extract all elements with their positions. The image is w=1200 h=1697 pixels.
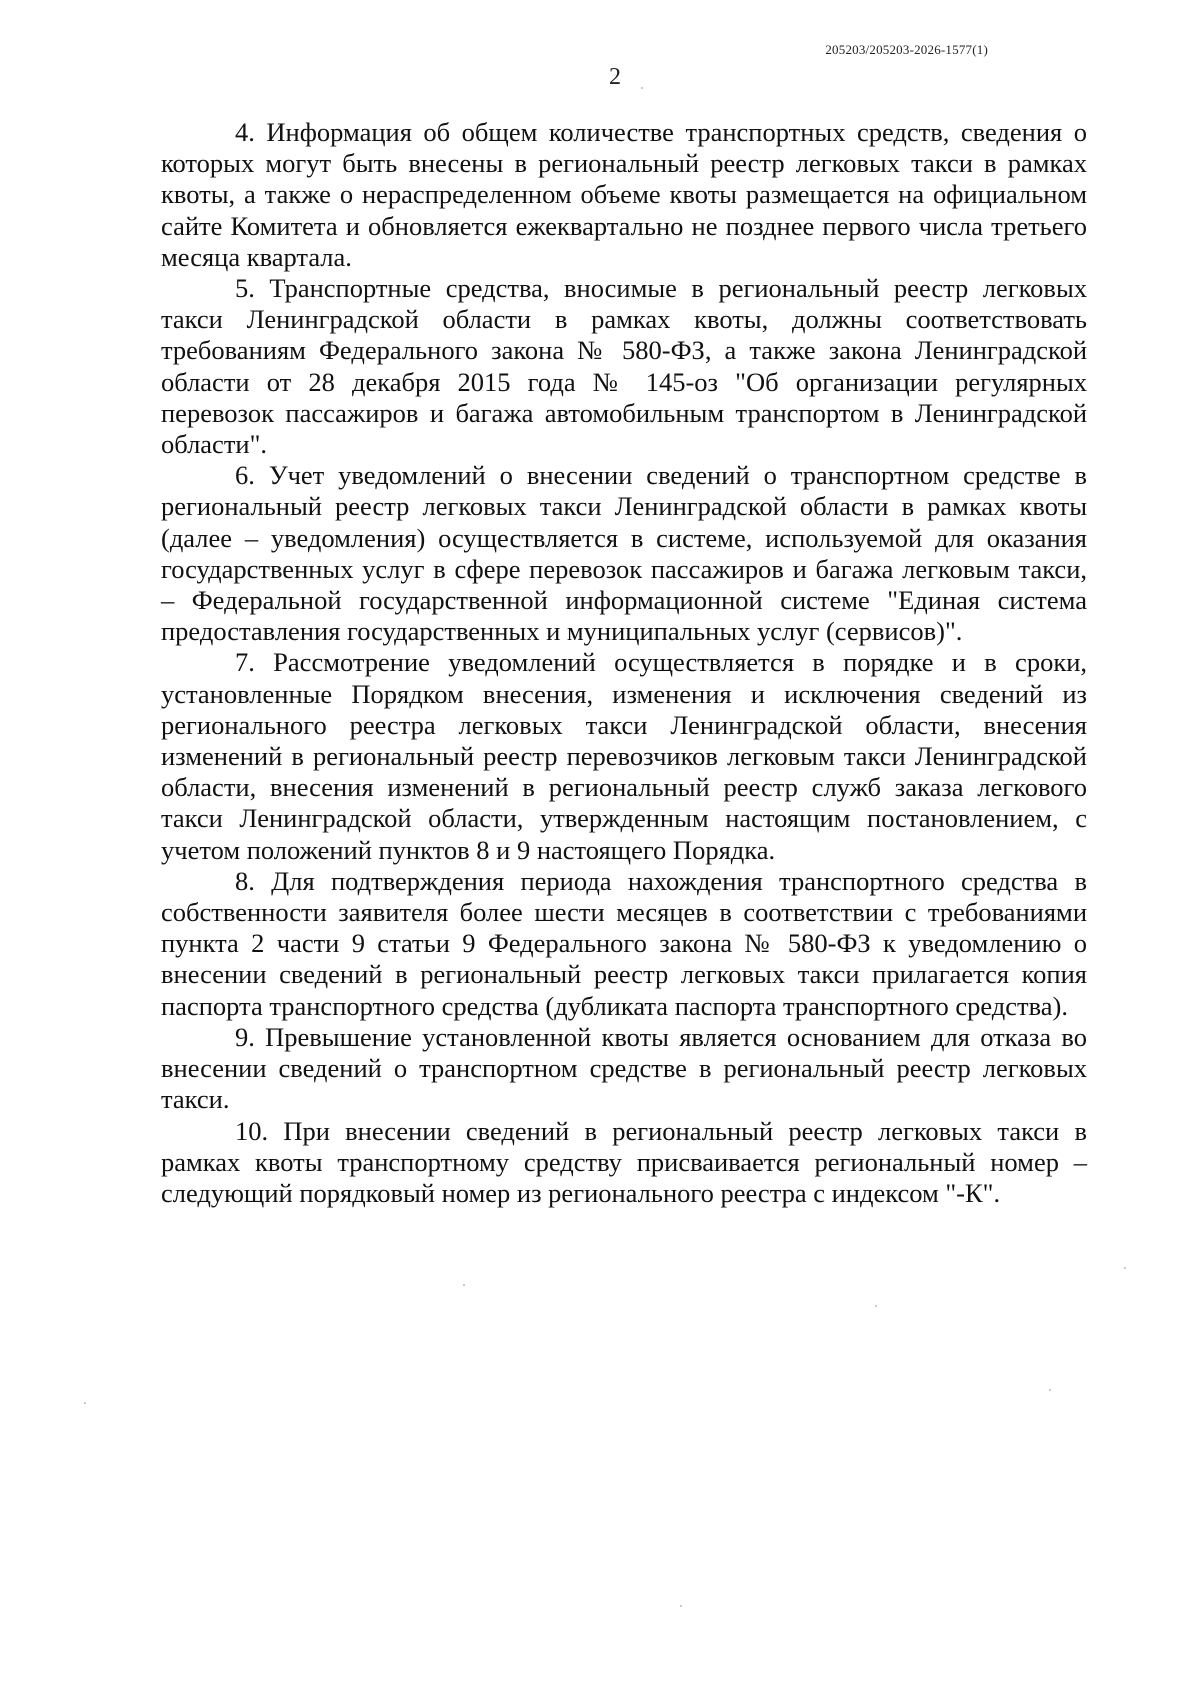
- scan-speck: [641, 87, 643, 89]
- paragraph-5: 5. Транспортные средства, вносимые в региональный реестр легковых такси Ленинградской области в рамках квоты, должны соответствовать требованиям Федерального закона № 580-ФЗ, а также закона Ленинградской области от 28 декабря 2015 года № 145-оз "Об организации регулярных перевозок пассажиров и багажа автомобильным транспортом в Ленинградской области".: [161, 273, 1087, 460]
- document-body: [161, 117, 1087, 1209]
- scan-speck: [84, 1402, 86, 1404]
- paragraph-8: 8. Для подтверждения периода нахождения транспортного средства в собственности заявителя более шести месяцев в соответствии с требованиями пункта 2 части 9 статьи 9 Федерального закона № 580-ФЗ к уведомлению о внесении сведений в региональный реестр легковых такси прилагается копия паспорта транспортного средства (дубликата паспорта транспортного средства).: [161, 865, 1087, 1021]
- document-reference-number: 205203/205203-2026-1577(1): [825, 42, 988, 57]
- paragraph-4: 4. Информация об общем количестве транспортных средств, сведения о которых могут быть внесены в региональный реестр легковых такси в рамках квоты, а также о нераспределенном объеме квоты размещается на официальном сайте Комитета и обновляется ежеквартально не позднее первого числа третьего месяца квартала.: [161, 117, 1087, 272]
- scan-speck: [1124, 1267, 1126, 1269]
- paragraph-10: 10. При внесении сведений в региональный реестр легковых такси в рамках квоты транспортному средству присваивается региональный номер – следующий порядковый номер из регионального реестра с индексом "-К".: [161, 1115, 1087, 1208]
- paragraph-7: 7. Рассмотрение уведомлений осуществляется в порядке и в сроки, установленные Порядком внесения, изменения и исключения сведений из регионального реестра легковых такси Ленинградской области, внесения изменений в региональный реестр перевозчиков легковым такси Ленинградской области, внесения изменений в региональный реестр служб заказа легкового такси Ленинградской области, утвержденным настоящим постановлением, с учетом положений пунктов 8 и 9 настоящего Порядка.: [161, 647, 1087, 865]
- scan-speck: [680, 1605, 682, 1607]
- paragraph-6: 6. Учет уведомлений о внесении сведений о транспортном средстве в региональный реестр легковых такси Ленинградской области в рамках квоты (далее – уведомления) осуществляется в системе, используемой для оказания государственных услуг в сфере перевозок пассажиров и багажа легковым такси, – Федеральной государственной информационной системе "Единая система предоставления государственных и муниципальных услуг (сервисов)".: [161, 460, 1087, 647]
- scan-speck: [1049, 1389, 1051, 1391]
- paragraph-9: 9. Превышение установленной квоты является основанием для отказа во внесении сведений о транспортном средстве в региональный реестр легковых такси.: [161, 1021, 1087, 1115]
- scan-speck: [875, 1305, 877, 1307]
- page-number: 2: [609, 64, 621, 90]
- scan-speck: [463, 1284, 465, 1286]
